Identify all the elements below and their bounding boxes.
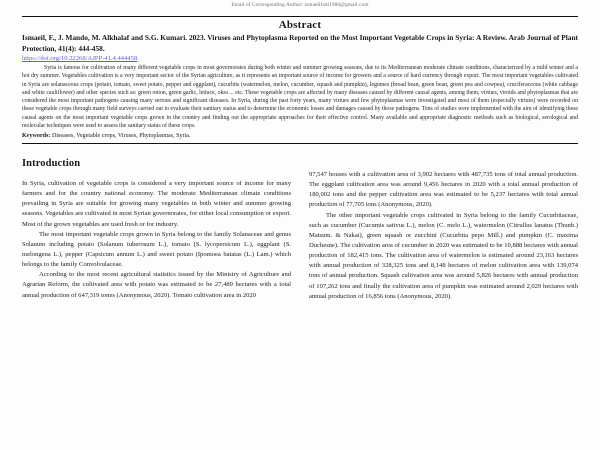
abstract-citation: Ismaeil, F., J. Mando, M. Alkhalaf and S.G. Kumari. 2023. Viruses and Phytoplasma Reported on the Most Important Vegetable Crops in Syria: A Review. Arab Journal of Plant Protection, 41(4): 444-458. — [22, 33, 578, 53]
right-column-spacer — [309, 157, 578, 170]
left-paragraph-2: The most important vegetable crops grown in Syria belong to the family Solanaceae and genus Solanum including potato (Solanum tuberosum L.), tomato (S. lycopersicum L.), eggplant (S. melongena L.), pepper (Capsicum annum L.) and sweet potato (Ipomoea batatas (L.) Lam.) which belongs to the family Convolvulaceae. — [22, 230, 291, 269]
abstract-top-rule — [22, 16, 578, 17]
keywords-line — [22, 132, 578, 141]
right-paragraph-2: The other important vegetable crops cultivated in Syria belong to the family Cucurbitaceae, such as cucumber (Cucumis sativus L.), melon (C. melo L.), watermelon (Citrullus lanatus (Thunb.) Matsum. & Nakai), green squash or zucchini (Cucurbita pepo Mill.) and pumpkin (C. maxima Duchesne). The cultivation area of cucumber in 2020 was estimated to be 10,888 hectares with annual production of 182,415 tons. The cultivation area of watermelon is estimated around 23,163 hectares with annual production of 328,325 tons and 8,148 hectares of melon cultivation area with 139,074 tons of annual production. Squash cultivation area was around 5,826 hectares with annual production of 107,262 tons and finally the cultivation area of pumpkin was estimated around 2,029 hectares with annual production of 16,856 tons (Anonymous, 2020). — [309, 211, 578, 300]
doi-link[interactable]: https://doi.org/10.22268/AJPP-41.4.444458 — [22, 55, 138, 62]
corresponding-author-email-line: Email of Corresponding Author: ismaeilfadi1980@gmail.com — [231, 2, 369, 8]
keywords-value: Diseases, Vegetable crops, Viruses, Phytoplasmas, Syria. — [50, 132, 191, 139]
abstract-heading: Abstract — [278, 19, 322, 31]
abstract-bottom-rule — [22, 143, 578, 144]
abstract-body-text: Syria is famous for cultivation of many different vegetable crops in most governorates during both winter and summer growing seasons, due to its Mediterranean moderate climate conditions, characterized by a mild winter and a hot dry summer. Vegetables cultivation is a very important sector of the Syrian agriculture, as it represents an important source of income for growers and a source of hard currency through export. The most important vegetables cultivated in Syria are solanaceous crops (potato, tomato, sweet potato, pepper and eggplant), cucurbits (watermelon, melon, cucumber, squash and pumpkin), legumes (broad bean, green bean, green pea and cowpea), cruciferaceous (white cabbage and white cauliflower) and other species such as: green onion, green garlic, lettuce, okra ... etc. These vegetable crops are affected by many diseases caused by different causal agents, among them, virtues, viroids and phytoplasmas that are considered the most important pathogens causing many serious and significant diseases. In Syria, during the past forty years, many virtues and few phytoplasmas were investigated and most of them (especially virtues) were recorded on these vegetable crops through many field surveys carried out to evaluate their sanitary status and to determine the economic losses and damages caused by those pathogens. Tens of studies were implemented with the aim of identifying these causal agents on the most important vegetable crops grown in the country and finding out the appropriate approaches for their effective control. Many available and appropriate diagnostic methods such as biological, serological and molecular techniques were used to assess the sanitary status of these crops. — [22, 65, 578, 130]
left-paragraph-1: In Syria, cultivation of vegetable crops is considered a very important source of income for many farmers and for the country national economy. The moderate Mediterranean climate conditions prevailing in Syria are suitable for growing many vegetables in both winter and summer growing seasons. Vegetables are cultivated in most Syrian governorates, for either local consumption or export. Most of the grown vegetables are used fresh or for industry. — [22, 179, 291, 228]
right-column — [309, 157, 578, 302]
left-paragraph-3: According to the most recent agricultural statistics issued by the Ministry of Agriculture and Agrarian Reform, the cultivated area with potato was estimated to be 27,489 hectares with a total annual production of 647,319 tones (Anonymous, 2020). Tomato cultivation area in 2020 — [22, 271, 291, 299]
keywords-label: Keywords: — [22, 132, 51, 139]
left-column — [22, 157, 291, 302]
introduction-heading: Introduction — [22, 157, 81, 169]
two-column-body — [22, 157, 578, 302]
right-paragraph-1: 97,547 houses with a cultivation area of 3,902 hectares with 487,735 tons of total annual production. The eggplant cultivation area was around 9,456 hectares in 2020 with a total annual production of 180,002 tons and the pepper cultivation area was estimated to be 5,237 hectares with total annual production of 77,705 tons (Anonymous, 2020). — [309, 170, 578, 209]
